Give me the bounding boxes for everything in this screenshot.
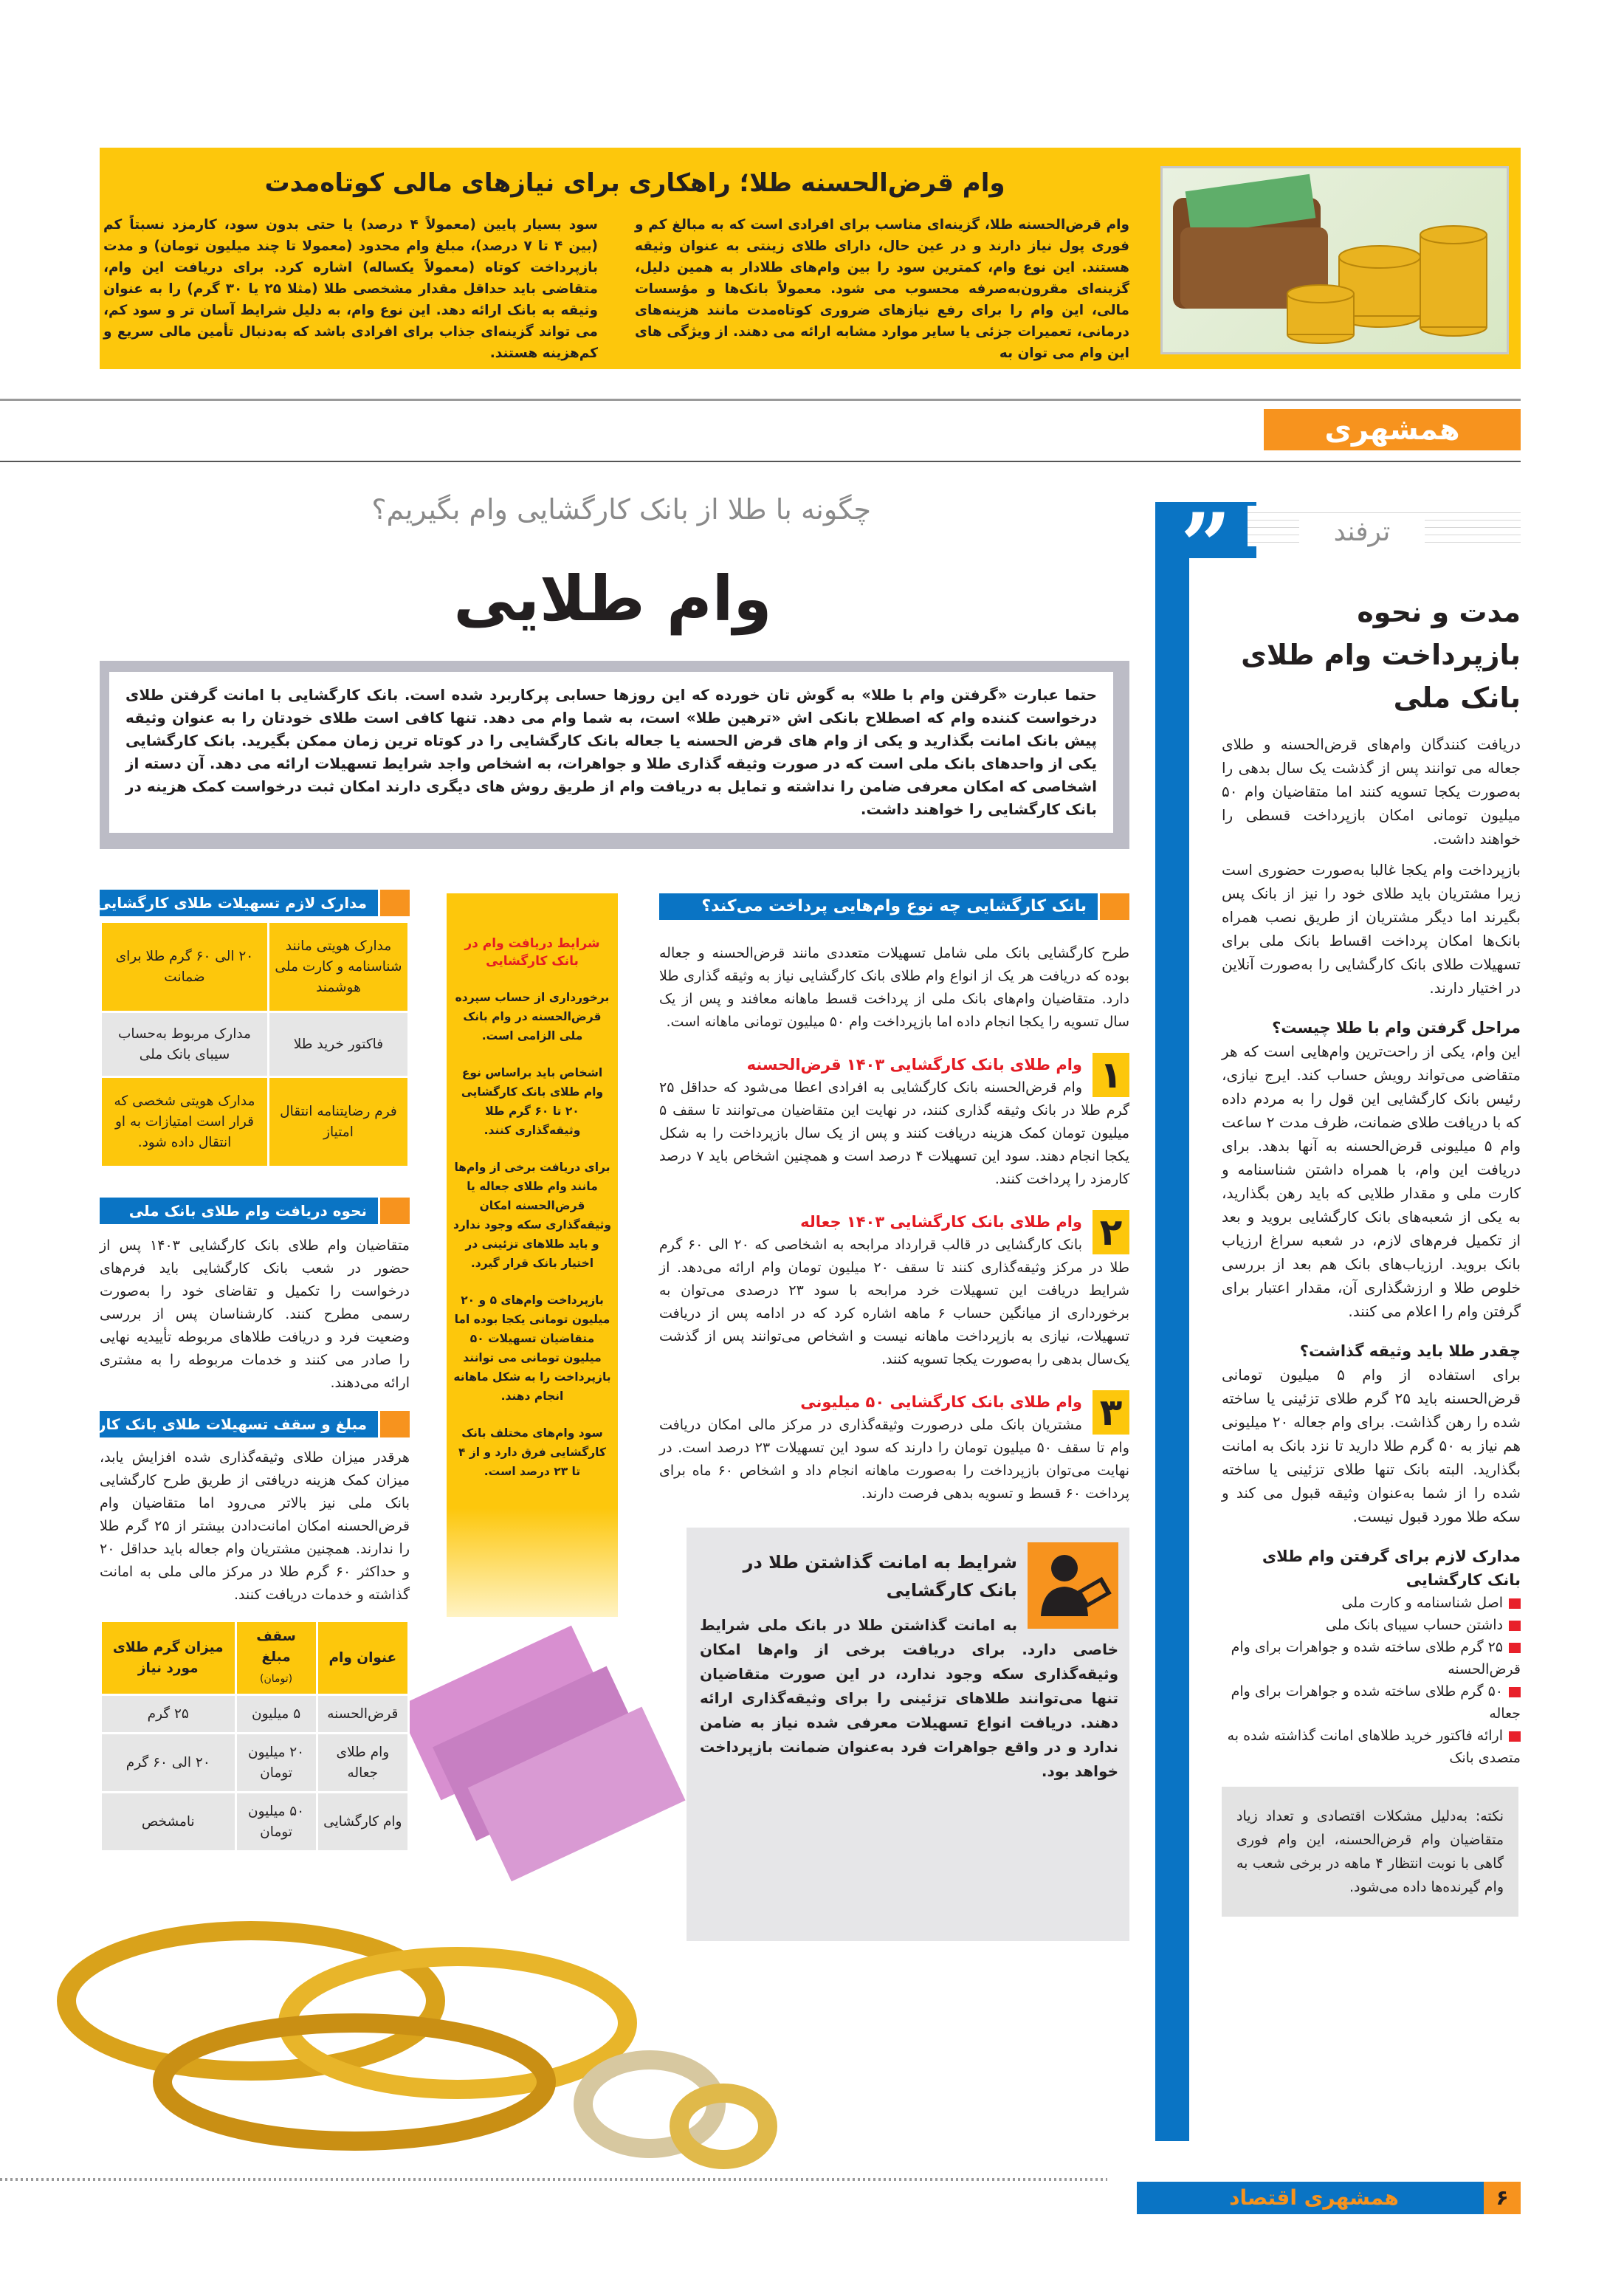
number-badge: ۲ bbox=[1093, 1210, 1129, 1254]
types-intro: طرح کارگشایی بانک ملی شامل تسهیلات متعددی مانند قرض‌الحسنه و جعاله بوده که دریافت هر یک از انواع وام طلای بانک کارگشایی نیاز به وثیقه گذاری طلا دارد. متقاضیان وام‌های بانک ملی از پرداخت قسط ماهانه معافند و پس از یک سال تسویه را یکجا انجام داده اما بازپرداخت وام ۵۰ میلیون تومانی ماهانه است. bbox=[659, 945, 1129, 1030]
column-header: میزان گرم طلای مورد نیاز bbox=[101, 1621, 236, 1695]
article-kicker: چگونه با طلا از بانک کارگشایی وام بگیریم؟ bbox=[371, 493, 871, 526]
intro-text: حتما عبارت «گرفتن وام با طلا» به گوش تان خورده که این روزها حسابی پرکاربرد شده است. بانک کارگشایی با امانت گرفتن طلای درخواست کننده وام که اصطلاح بانکی اش «ترهین طلا» است، به شما وام می دهد. تنها کافی است طلای خودتان را به عنوان وثیقه پیش بانک امانت بگذارید و یکی از وام های قرض الحسنه یا جعاله بانک کارگشایی را در کوتاه ترین زمان ممکن بگیرید. بانک کارگشایی یکی از واحدهای بانک ملی است که در صورت وثیقه گذاری طلا و جواهرات، به اشخاص واجد شرایط تسهیلات ارائه می دهد. آن دسته از اشخاصی که امکان معرفی ضامن را نداشته و تمایل به دریافت وام از طریق روش های دیگری دارند امکان ثبت درخواست کمک هزینه در بانک کارگشایی را خواهند داشت. bbox=[109, 672, 1113, 833]
amount-text: هرقدر میزان طلای وثیقه‌گذاری شده افزایش یابد، میزان کمک هزینه دریافتی از طریق طرح کارگشایی بانک ملی نیز بالاتر می‌رود اما متقاضیان وام قرض‌الحسنه امکان امانت‌دادن بیشتر از ۲۵ گرم طلا را ندارند. همچنین مشتریان وام جعاله باید حداقل ۲۰ و حداکثر ۶۰ گرم طلا در مرکز مالی ملی به امانت گذاشته و خدمات دریافت کنند. bbox=[100, 1449, 410, 1603]
quote-icon: ” bbox=[1155, 502, 1256, 558]
list-item: ۵۰ گرم طلای ساخته شده و جواهرات برای وام جعاله bbox=[1231, 1683, 1521, 1722]
sidebar-paragraph: بازپرداخت وام یکجا غالبا به‌صورت حضوری است زیرا مشتریان باید طلای خود را نیز از بانک پس بگیرند اما دیگر مشتریان از طریق نصب همراه بانک‌ها امکان پرداخت اقساط بانک ملی برای تسهیلات طلای بانک کارگشایی را به‌صورت آنلاین در اختیار دارند. bbox=[1222, 861, 1521, 997]
table-header-row bbox=[101, 1621, 409, 1695]
sidebar-paragraph: سود وام‌های مختلف بانک کارگشایی فرق دارد و از ۴ تا ۲۳ درصد است. bbox=[458, 1426, 606, 1478]
sidebar-paragraph: برای استفاده از وام ۵ میلیون تومانی قرض‌الحسنه باید ۲۵ گرم طلای تزئینی یا ساخته شده را رهن گذاشت. برای وام جعاله ۲۰ میلیونی هم نیاز به ۵۰ گرم طلا دارید تا نزد بانک به امانت بگذارید. البته بانک تنها طلای تزئینی یا ساخته شده را از شما به‌عنوان وثیقه قبول می کند و سکه طلا مورد قبول نیست. bbox=[1222, 1366, 1521, 1525]
footer-dotted-rule bbox=[0, 2178, 1107, 2181]
hamshahri-logo: همشهری bbox=[1264, 409, 1521, 450]
sidebar-paragraph: بازپرداخت وام‌های ۵ و ۲۰ میلیون تومانی یکجا بوده اما متقاضیان تسهیلات ۵۰ میلیون تومانی می توانند بازپرداخت را به شکل ماهانه انجام دهند. bbox=[453, 1294, 611, 1403]
table-row bbox=[101, 1734, 409, 1793]
item-title: وام طلای بانک کارگشایی ۱۴۰۳ قرض‌الحسنه bbox=[746, 1056, 1082, 1074]
docs-table bbox=[100, 921, 410, 1168]
sidebar-paragraph: این وام، یکی از راحت‌ترین وام‌هایی است که هر متقاضی می‌تواند رویش حساب کند. ایرج نیازی، رئیس بانک کارگشایی این قول را به مردم داده که با دریافت طلای ضمانت، ظرف مدت ۲ ساعت وام ۵ میلیونی قرض‌الحسنه به آنها بدهد. برای دریافت این وام، با همراه داشتن شناسنامه و کارت ملی و مقدار طلایی که باید رهن بگذارید، به یکی از شعبه‌های بانک کارگشایی بروید و بعد از تکمیل فرم‌های لازم، در شعبه سراغ ارزیاب بانک بروید. ارزیاب‌های بانک هم بعد از بررسی خلوص طلا و ارزشگذاری آن، مقدار اعتبار برای گرفتن وام را اعلام می کنند. bbox=[1222, 1042, 1521, 1320]
sidebar-paragraph: دریافت کنندگان وام‌های قرض‌الحسنه و طلای جعاله می توانند پس از گذشت یک سال بدهی را به‌صورت یکجا تسویه کنند اما متقاضیان وام ۵۰ میلیون تومانی امکان بازپرداخت قسطی را خواهند داشت. bbox=[1222, 735, 1521, 848]
bullet-icon bbox=[1509, 1687, 1521, 1697]
note-box: نکته: به‌دلیل مشکلات اقتصادی و تعداد زیاد متقاضیان وام قرض‌الحسنه، این وام فوری گاهی با نوبت انتظار ۴ ماهه در برخی شعب به وام گیرنده‌ها داده می‌شود. bbox=[1222, 1787, 1518, 1917]
sidebar-title: شرایط دریافت وام در بانک کارگشایی bbox=[464, 936, 600, 969]
table-row bbox=[101, 1077, 409, 1167]
sidebar-kicker: ترفند bbox=[1299, 517, 1425, 547]
table-row bbox=[101, 1012, 409, 1077]
table-cell: ۵۰ میلیون تومان bbox=[235, 1793, 317, 1852]
table-cell: قرض‌الحسنه bbox=[317, 1695, 408, 1734]
section-header-loan-types: بانک کارگشایی چه نوع وام‌هایی پرداخت می‌کند؟ bbox=[659, 893, 1129, 920]
how-text: متقاضیان وام طلای بانک کارگشایی ۱۴۰۳ پس از حضور در شعب بانک کارگشایی باید فرم‌های درخواست را تکمیل و تقاضای خود را به‌صورت رسمی مطرح کنند. کارشناسان پس از بررسی وضعیت فرد و دریافت طلاهای مربوطه تأییدیه نهایی را صادر می کنند و خدمات مربوطه را به مشتری ارائه می‌دهند. bbox=[100, 1237, 410, 1391]
banner-title: وام قرض‌الحسنه طلا؛ راهکاری برای نیازهای مالی کوتاه‌مدت bbox=[264, 168, 1005, 198]
table-cell: مدارک هویتی شخصی که قرار است امتیازات به او انتقال داده شود. bbox=[101, 1077, 269, 1167]
bullet-icon bbox=[1509, 1598, 1521, 1609]
article-headline: وام طلایی bbox=[453, 563, 772, 635]
sidebar-paragraph: برخورداری از حساب سپرده قرض‌الحسنه در وام بانک ملی الزامی است. bbox=[455, 991, 610, 1042]
item-title: وام طلای بانک کارگشایی ۱۴۰۳ جعاله bbox=[800, 1213, 1082, 1231]
loan-type-item bbox=[659, 1390, 1129, 1505]
item-text: مشتریان بانک ملی درصورت وثیقه‌گذاری در مرکز مالی امکان دریافت وام تا سقف ۵۰ میلیون تومان را دارند که سود این تسهیلات ۲۳ درصد است. در نهایت می‌توان بازپرداخت را به‌صورت ماهانه انجام داد و اشخاص ۶۰ ماه برای پرداخت ۶۰ قسط و تسویه بدهی فرصت دارند. bbox=[659, 1417, 1129, 1502]
loan-type-item bbox=[659, 1210, 1129, 1371]
sidebar-paragraph: اشخاص باید براساس نوع وام طلای بانک کارگشایی ۲۰ تا ۶۰ گرم طلا وثیقه‌گذاری کنند. bbox=[461, 1066, 604, 1137]
required-docs-list bbox=[1222, 1592, 1521, 1769]
list-item: ارائه فاکتور خرید طلاهای امانت گذاشته شده به متصدی بانک bbox=[1227, 1728, 1521, 1766]
table-cell: فرم رضایتنامه انتقال امتیاز bbox=[268, 1077, 408, 1167]
table-cell: ۲۰ الی ۶۰ گرم طلا برای ضمانت bbox=[101, 922, 269, 1012]
item-text: بانک کارگشایی در قالب قرارداد مرابحه به اشخاصی که ۲۰ الی ۶۰ گرم طلا در مرکز وثیقه‌گذاری کنند تا سقف ۲۰ میلیون تومان وام ارائه می‌دهد. از شرایط دریافت این تسهیلات خرد مرابحه با سود ۲۳ درصدی می‌توان به برخورداری از میانگین حساب ۶ ماهه اشاره کرد که در ادامه پس از دریافت تسهیلات، نیازی به بازپرداخت ماهانه نیست و اشخاص می‌توانند پس از گذشت یک‌سال بدهی را به‌صورت یکجا تسویه کنند. bbox=[659, 1237, 1129, 1367]
section-header-amount: مبلغ و سقف تسهیلات طلای بانک کارگشایی bbox=[100, 1411, 410, 1437]
sidebar-paragraph: برای دریافت برخی از وام‌ها مانند وام طلای جعاله یا قرض‌الحسنه امکان وثیقه‌گذاری سکه وجود ندارد و باید طلاهای تزئینی در اختیار بانک قرار گیرد. bbox=[453, 1161, 612, 1270]
bullet-icon bbox=[1509, 1643, 1521, 1653]
list-item: ۲۵ گرم طلای ساخته شده و جواهرات برای وام قرض‌الحسنه bbox=[1231, 1639, 1521, 1677]
footer-section-name: همشهری اقتصاد bbox=[1229, 2185, 1399, 2210]
bullet-icon bbox=[1509, 1621, 1521, 1631]
table-cell: ۲۵ گرم bbox=[101, 1695, 236, 1734]
banner-text-left: سود بسیار پایین (معمولاً ۴ درصد) یا حتی بدون سود، کارمزد نسبتاً کم (بین ۴ تا ۷ درصد)، مبلغ وام محدود (معمولا تا چند میلیون تومان) و مدت بازپرداخت کوتاه (معمولاً یکساله) اشاره کرد. برای دریافت این وام، متقاضی باید حداقل مقدار مشخصی طلا (مثلا ۲۵ یا ۳۰ گرم) را به عنوان وثیقه به بانک ارائه دهد. این نوع وام، به دلیل شرایط آسان تر و سود کم، می تواند گزینه‌ای جذاب برای افرادی باشد که به‌دنبال تأمین مالی سریع و کم‌هزینه هستند. bbox=[103, 217, 598, 361]
page-number: ۶ bbox=[1484, 2182, 1521, 2214]
table-cell: وام کارگشایی bbox=[317, 1793, 408, 1852]
intro-frame bbox=[100, 661, 1129, 849]
item-title: وام طلای بانک کارگشایی ۵۰ میلیونی bbox=[800, 1393, 1082, 1411]
list-item: داشتن حساب سیبای بانک ملی bbox=[1222, 1614, 1521, 1636]
table-cell: وام طلای جعاله bbox=[317, 1734, 408, 1793]
sidebar-column bbox=[1211, 591, 1521, 1917]
sidebar-heading: مدارک لازم برای گرفتن وام طلای بانک کارگشایی bbox=[1262, 1548, 1521, 1589]
section-header-docs: مدارک لازم تسهیلات طلای کارگشایی bbox=[100, 890, 410, 916]
table-cell: ۵ میلیون bbox=[235, 1695, 317, 1734]
banner-text-right: وام قرض‌الحسنه طلا، گزینه‌ای مناسب برای افرادی است که به مبالغ کم و فوری پول نیاز دارند و در عین حال، دارای طلای زینتی به عنوان وثیقه هستند. این نوع وام، کمترین سود را بین وام‌های طلادار به همین دلیل، گزینه‌ای مقرون‌به‌صرفه محسوب می شود. معمولاً بانک‌ها و مؤسسات مالی، این وام را برای رفع نیازهای ضروری کوتاه‌مدت مانند هزینه‌های درمانی، تعمیرات جزئی یا سایر موارد مشابه ارائه می دهند. از ویژگی های این وام می توان به bbox=[635, 217, 1129, 361]
table-cell: ۲۰ میلیون تومان bbox=[235, 1734, 317, 1793]
left-column bbox=[47, 890, 410, 1852]
sidebar-heading: چقدر طلا باید وثیقه گذاشت؟ bbox=[1299, 1342, 1521, 1360]
loan-type-item bbox=[659, 1053, 1129, 1191]
sidebar-heading: مراحل گرفتن وام با طلا چیست؟ bbox=[1272, 1019, 1521, 1037]
column-header: عنوان وام bbox=[317, 1621, 408, 1695]
deposit-box-text: به امانت گذاشتن طلا در بانک ملی شرایط خاصی دارد. برای دریافت برخی از وام‌ها امکان وثیقه‌گذاری سکه وجود ندارد، در این صورت متقاضیان تنها می‌توانند طلاهای تزئینی را برای وثیقه‌گذاری ارائه دهند. دریافت انواع تسهیلات معرفی شده نیاز به ضامن ندارد و در واقع جواهرات فرد به‌عنوان ضمانت بازپرداخت خواهد بود. bbox=[700, 1616, 1118, 1780]
number-badge: ۱ bbox=[1093, 1053, 1129, 1097]
column-header: سقف مبلغ (تومان) bbox=[235, 1621, 317, 1695]
table-cell: نامشخص bbox=[101, 1793, 236, 1852]
divider bbox=[0, 399, 1521, 401]
wallet-coins-image bbox=[1160, 166, 1509, 354]
table-cell: فاکتور خرید طلا bbox=[268, 1012, 408, 1077]
divider bbox=[0, 461, 1521, 462]
sidebar-title: مدت و نحوه بازپرداخت وام طلای بانک ملی bbox=[1241, 596, 1521, 714]
deposit-box-title: شرایط به امانت گذاشتن طلا در بانک کارگشایی bbox=[743, 1552, 1017, 1601]
list-item: اصل شناسنامه و کارت ملی bbox=[1222, 1592, 1521, 1614]
sidebar-accent-bar bbox=[1155, 502, 1189, 2141]
item-text: وام قرض‌الحسنه بانک کارگشایی به افرادی اعطا می‌شود که حداقل ۲۵ گرم طلا در بانک وثیقه گذاری کنند، در نهایت این متقاضیان می‌توانند تا سقف ۵ میلیون تومان کمک هزینه دریافت کنند و پس از یک سال بازپرداخت را به شکل یکجا انجام دهند. سود این تسهیلات ۴ درصد است و همچنین اشخاص باید ۷ درصد کارمزد را پرداخت کنند. bbox=[659, 1079, 1129, 1187]
table-cell: ۲۰ الی ۶۰ گرم bbox=[101, 1734, 236, 1793]
bullet-icon bbox=[1509, 1731, 1521, 1742]
table-row bbox=[101, 1793, 409, 1852]
table-cell: مدارک مربوط به‌حساب سیبای بانک ملی bbox=[101, 1012, 269, 1077]
table-row bbox=[101, 1695, 409, 1734]
unit-note: (تومان) bbox=[260, 1673, 293, 1685]
number-badge: ۳ bbox=[1093, 1390, 1129, 1435]
loan-table bbox=[100, 1620, 410, 1852]
table-cell: مدارک هویتی مانند شناسنامه و کارت ملی هوشمند bbox=[268, 922, 408, 1012]
table-row bbox=[101, 922, 409, 1012]
loan-conditions-sidebar bbox=[447, 893, 618, 1617]
section-header-how: نحوه دریافت وام طلای بانک ملی bbox=[100, 1198, 410, 1224]
